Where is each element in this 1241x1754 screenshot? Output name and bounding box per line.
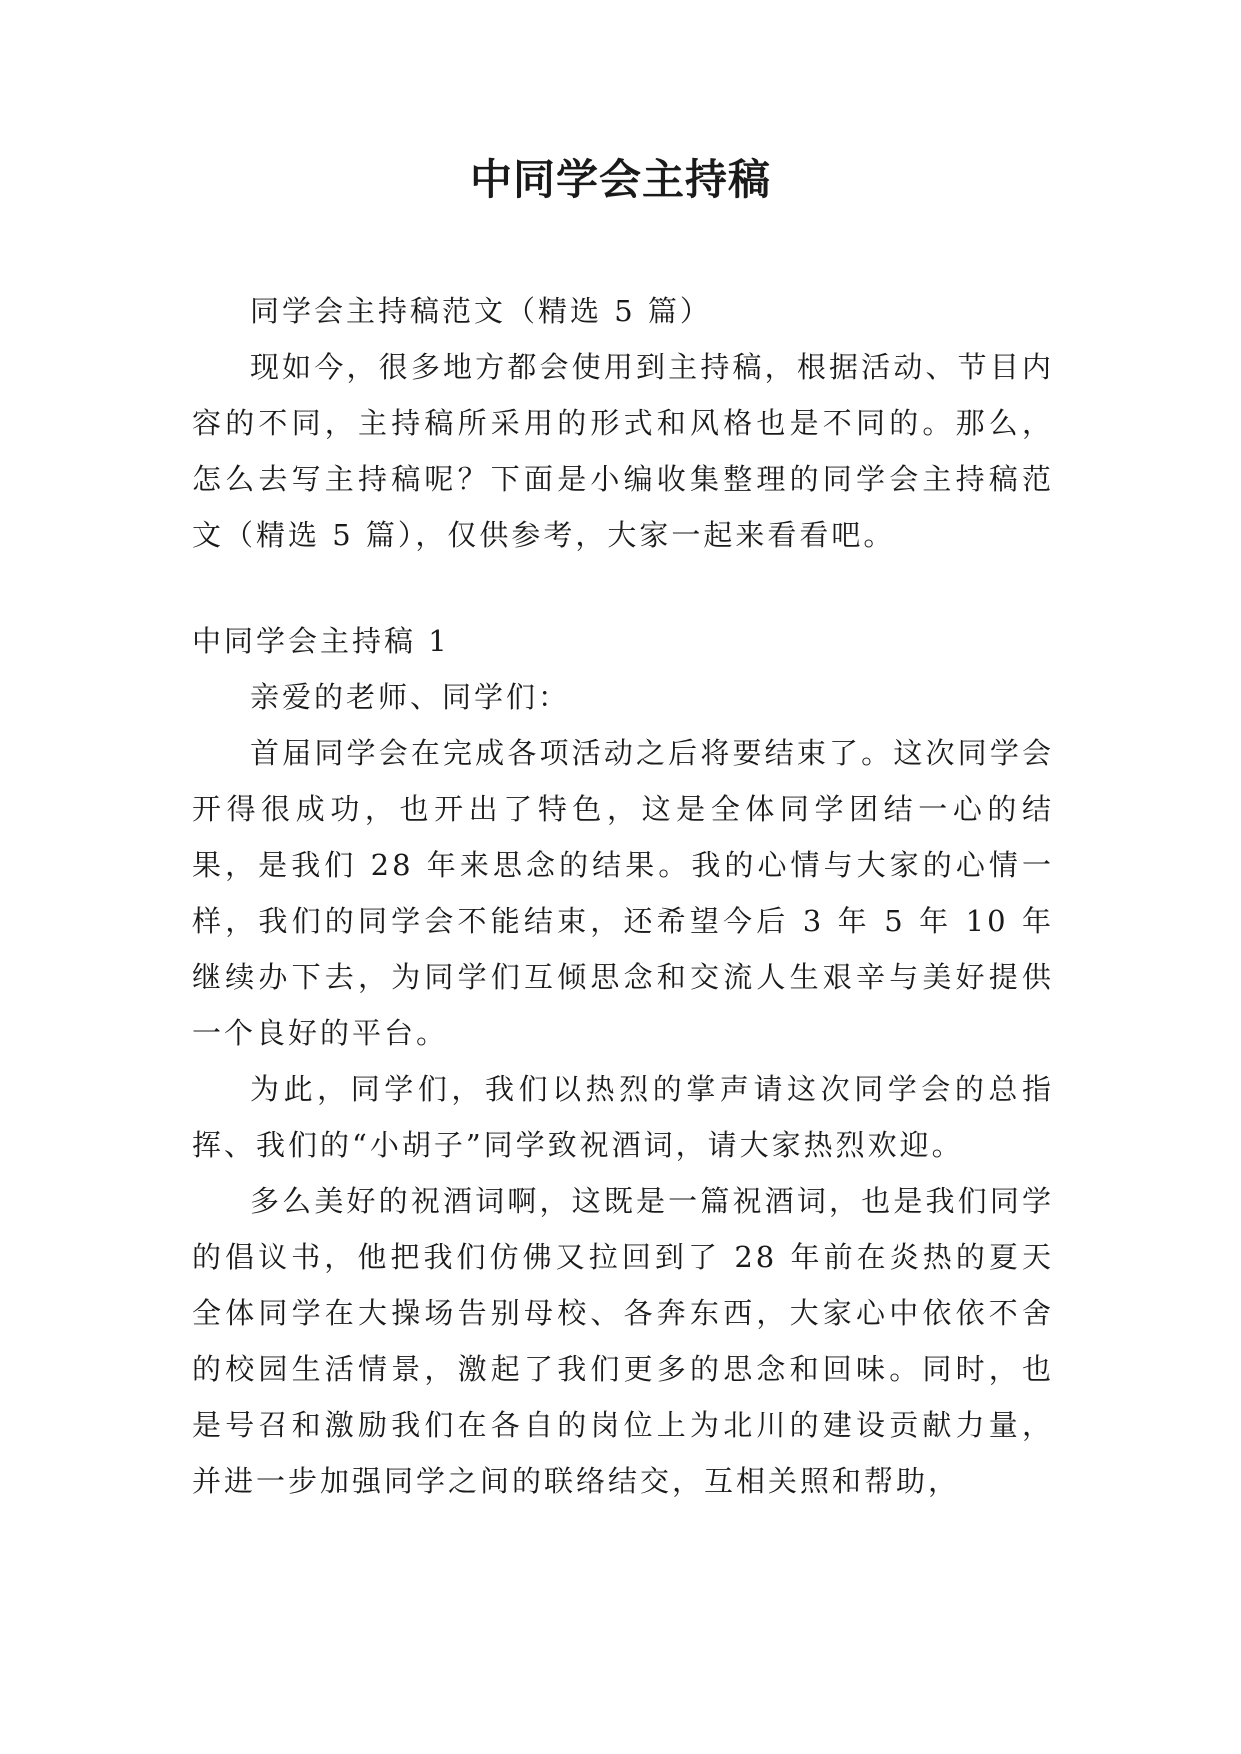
intro-heading: 同学会主持稿范文（精选 5 篇） [250,294,712,328]
body-paragraph: 多么美好的祝酒词啊，这既是一篇祝酒词，也是我们同学的倡议书，他把我们仿佛又拉回到了 28 年前在炎热的夏天全体同学在大操场告别母校、各奔东西，大家心中依依不舍的校园生活情景，激起了我们更多的思念和回味。同时，也是号召和激励我们在各自的岗位上为北川的建设贡献力量，并进一步加强同学之间的联络结交，互相关照和帮助， [192,1184,1054,1498]
salutation: 亲爱的老师、同学们： [250,680,571,714]
section-spacer [192,563,1054,613]
body-paragraph: 首届同学会在完成各项活动之后将要结束了。这次同学会开得很成功，也开出了特色，这是全体同学团结一心的结果，是我们 28 年来思念的结果。我的心情与大家的心情一样，我们的同学会不能结束，还希望今后 3 年 5 年 10 年继续办下去，为同学们互倾思念和交流人生艰辛与美好提供一个良好的平台。 [192,736,1054,1050]
document-body [192,283,1054,1509]
body-paragraph: 为此，同学们，我们以热烈的掌声请这次同学会的总指挥、我们的“小胡子”同学致祝酒词，请大家热烈欢迎。 [192,1072,1054,1162]
intro-paragraph: 现如今，很多地方都会使用到主持稿，根据活动、节目内容的不同，主持稿所采用的形式和风格也是不同的。那么，怎么去写主持稿呢？下面是小编收集整理的同学会主持稿范文（精选 5 篇），仅供参考，大家一起来看看吧。 [192,350,1054,552]
section-heading: 中同学会主持稿 1 [192,624,450,658]
document-title: 中同学会主持稿 [469,155,771,204]
